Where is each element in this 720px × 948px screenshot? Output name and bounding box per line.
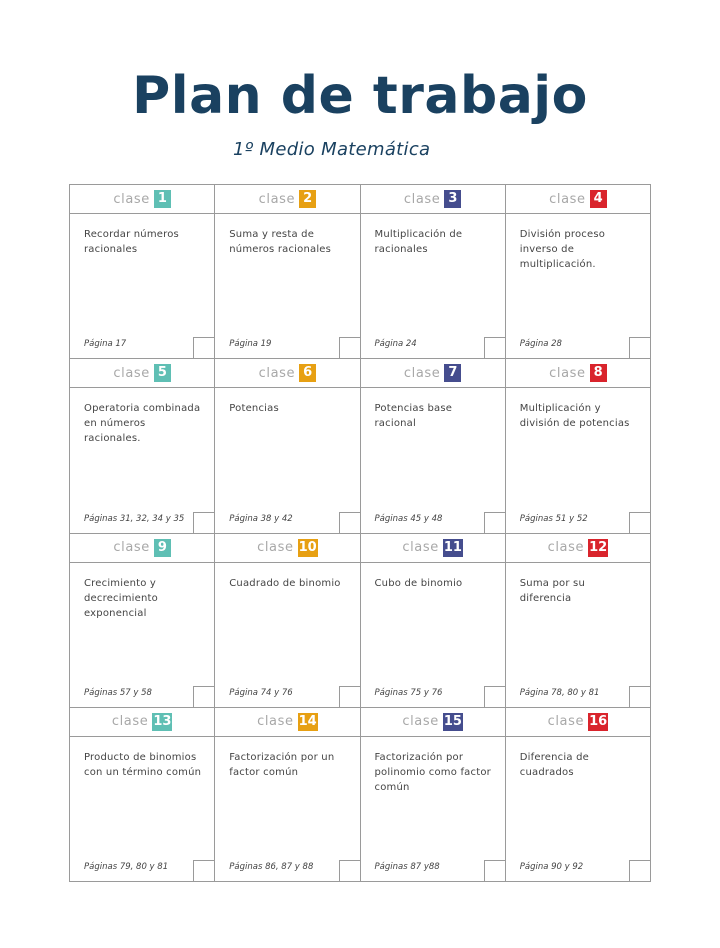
clase-number-badge: 4 — [590, 190, 607, 208]
completion-checkbox[interactable] — [193, 337, 215, 359]
clase-header — [70, 708, 214, 737]
clase-pages: Páginas 57 y 58 — [84, 687, 152, 698]
clase-card — [215, 534, 360, 708]
clase-pages: Página 74 y 76 — [229, 687, 293, 698]
clase-header — [361, 534, 505, 563]
clase-pages: Página 78, 80 y 81 — [519, 687, 600, 698]
clase-topic: Recordar números racionales — [84, 229, 179, 255]
clase-label: clase — [547, 540, 585, 555]
clase-topic: Suma por su diferencia — [519, 577, 585, 604]
clase-pages: Página 24 — [374, 339, 417, 350]
clase-pages: Página 90 y 92 — [519, 862, 584, 872]
clase-header — [70, 534, 214, 563]
clase-label: clase — [549, 191, 586, 207]
clase-label: clase — [113, 540, 150, 555]
clase-label: clase — [258, 365, 296, 381]
clase-pages: Página 19 — [229, 339, 272, 350]
clase-header — [361, 359, 505, 388]
clase-label: clase — [402, 714, 439, 730]
clase-label: clase — [113, 191, 150, 207]
clase-header — [361, 708, 505, 737]
clase-number-badge: 1 — [154, 190, 171, 208]
clase-header — [215, 534, 359, 563]
clase-number-badge: 12 — [589, 539, 608, 555]
clase-card — [361, 534, 506, 708]
clase-label: clase — [549, 365, 586, 381]
clase-pages: Páginas 31, 32, 34 y 35 — [84, 513, 185, 524]
clase-topic: Multiplicación y división de potencias — [519, 403, 630, 430]
clase-number-badge: 8 — [590, 364, 607, 382]
clase-header — [70, 185, 214, 214]
clase-card — [361, 185, 506, 359]
completion-checkbox[interactable] — [484, 512, 506, 534]
completion-checkbox[interactable] — [193, 686, 215, 708]
clase-topic: Potencias — [229, 403, 279, 415]
clase-card — [506, 359, 651, 533]
clase-number-badge: 10 — [298, 539, 317, 555]
clase-card — [506, 708, 651, 882]
clase-card — [70, 708, 215, 882]
clase-number-badge: 2 — [299, 190, 316, 208]
clase-label: clase — [113, 365, 150, 381]
clase-card — [70, 534, 215, 708]
clase-number-badge: 14 — [298, 713, 317, 729]
clase-topic: Cuadrado de binomio — [229, 577, 341, 589]
clase-topic: Factorización por polinomio como factor común — [374, 751, 491, 793]
clase-card — [506, 534, 651, 708]
clase-pages: Páginas 86, 87 y 88 — [229, 862, 314, 872]
completion-checkbox[interactable] — [339, 686, 361, 708]
clase-number-badge: 15 — [443, 713, 462, 729]
clase-label: clase — [403, 191, 441, 207]
completion-checkbox[interactable] — [484, 860, 506, 882]
clase-header — [70, 359, 214, 388]
completion-checkbox[interactable] — [339, 337, 361, 359]
clase-card — [215, 359, 360, 533]
clase-card — [361, 708, 506, 882]
clase-label: clase — [403, 365, 441, 381]
completion-checkbox[interactable] — [484, 686, 506, 708]
completion-checkbox[interactable] — [339, 860, 361, 882]
clase-topic: Producto de binomios con un término común — [84, 751, 202, 778]
clase-topic: Operatoria combinada en números racionales. — [84, 403, 201, 445]
clase-topic: Diferencia de cuadrados — [519, 751, 589, 778]
clase-pages: Páginas 87 y88 — [374, 862, 440, 872]
clase-header — [215, 185, 359, 214]
page-subtitle: 1º Medio Matemática — [233, 139, 431, 160]
clase-number-badge: 7 — [444, 364, 461, 382]
clase-card — [215, 708, 360, 882]
clase-topic: Factorización por un factor común — [229, 751, 335, 778]
clase-header — [215, 359, 359, 388]
clase-card — [215, 185, 360, 359]
clase-number-badge: 9 — [154, 539, 171, 557]
completion-checkbox[interactable] — [484, 337, 506, 359]
clase-label: clase — [111, 714, 149, 730]
clase-label: clase — [257, 714, 294, 730]
clase-header — [506, 359, 650, 388]
clase-pages: Página 28 — [519, 339, 562, 350]
clase-label: clase — [258, 191, 296, 207]
completion-checkbox[interactable] — [629, 512, 651, 534]
clase-topic: Potencias base racional — [374, 403, 453, 430]
clase-number-badge: 6 — [299, 364, 316, 382]
clase-pages: Páginas 79, 80 y 81 — [84, 862, 169, 872]
clase-topic: Crecimiento y decrecimiento exponencial — [84, 577, 158, 619]
clase-number-badge: 11 — [443, 539, 462, 555]
clase-header — [506, 708, 650, 737]
clase-pages: Páginas 75 y 76 — [374, 687, 443, 698]
clase-header — [506, 185, 650, 214]
clase-number-badge: 3 — [444, 190, 461, 208]
completion-checkbox[interactable] — [193, 860, 215, 882]
completion-checkbox[interactable] — [629, 337, 651, 359]
clase-card — [506, 185, 651, 359]
completion-checkbox[interactable] — [629, 686, 651, 708]
clases-grid — [69, 184, 651, 882]
clase-pages: Páginas 45 y 48 — [374, 513, 443, 524]
clase-number-badge: 16 — [589, 713, 608, 729]
completion-checkbox[interactable] — [193, 512, 215, 534]
completion-checkbox[interactable] — [629, 860, 651, 882]
clase-number-badge: 13 — [153, 713, 172, 729]
clase-card — [361, 359, 506, 533]
clase-label: clase — [402, 540, 439, 555]
page-title: Plan de trabajo — [132, 66, 588, 126]
clase-card — [70, 185, 215, 359]
clase-header — [215, 708, 359, 737]
clase-header — [361, 185, 505, 214]
clase-label: clase — [547, 714, 585, 730]
completion-checkbox[interactable] — [339, 512, 361, 534]
clase-topic: Cubo de binomio — [374, 577, 463, 589]
clase-pages: Páginas 51 y 52 — [519, 513, 588, 524]
clase-number-badge: 5 — [154, 364, 171, 382]
clase-topic: Multiplicación de racionales — [374, 229, 463, 255]
clase-topic: División proceso inverso de multiplicación. — [519, 229, 606, 270]
clase-pages: Página 17 — [84, 339, 127, 350]
clase-card — [70, 359, 215, 533]
clase-header — [506, 534, 650, 563]
clase-pages: Página 38 y 42 — [229, 513, 293, 524]
clase-label: clase — [257, 540, 294, 555]
clase-topic: Suma y resta de números racionales — [229, 229, 332, 255]
